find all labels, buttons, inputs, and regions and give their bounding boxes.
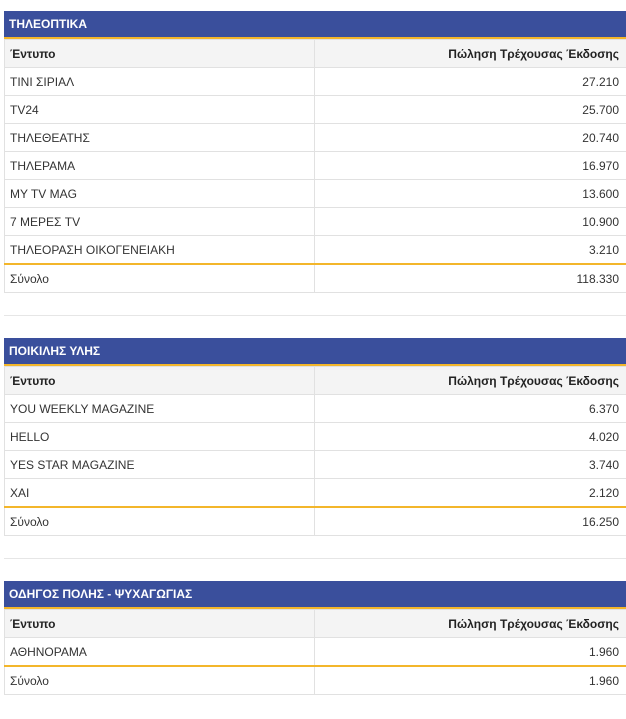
item-name: ΑΘΗΝΟΡΑΜΑ [5, 638, 315, 667]
table-row [5, 180, 626, 208]
sales-table [4, 609, 626, 695]
sales-table [4, 39, 626, 293]
total-label: Σύνολο [5, 666, 315, 695]
table-row [5, 236, 626, 265]
table-header-row [5, 610, 626, 638]
column-header-sales: Πώληση Τρέχουσας Έκδοσης [315, 40, 626, 68]
item-sales: 3.210 [315, 236, 626, 265]
section-divider [4, 558, 626, 559]
item-sales: 13.600 [315, 180, 626, 208]
item-name: ΤΗΛΕΟΡΑΣΗ ΟΙΚΟΓΕΝΕΙΑΚΗ [5, 236, 315, 265]
item-name: YES STAR MAGAZINE [5, 451, 315, 479]
item-name: ΤΗΛΕΘΕΑΤΗΣ [5, 124, 315, 152]
total-value: 1.960 [315, 666, 626, 695]
section-variety [4, 338, 626, 536]
table-row [5, 423, 626, 451]
table-row [5, 208, 626, 236]
item-name: YOU WEEKLY MAGAZINE [5, 395, 315, 423]
section-city-guide [4, 581, 626, 695]
column-header-sales: Πώληση Τρέχουσας Έκδοσης [315, 367, 626, 395]
item-name: ΧΑΙ [5, 479, 315, 508]
total-row [5, 666, 626, 695]
item-sales: 27.210 [315, 68, 626, 96]
table-row [5, 395, 626, 423]
item-name: 7 ΜΕΡΕΣ TV [5, 208, 315, 236]
table-header-row [5, 367, 626, 395]
item-sales: 3.740 [315, 451, 626, 479]
column-header-sales: Πώληση Τρέχουσας Έκδοσης [315, 610, 626, 638]
table-row [5, 638, 626, 667]
total-value: 16.250 [315, 507, 626, 536]
table-row [5, 479, 626, 508]
item-sales: 6.370 [315, 395, 626, 423]
item-sales: 2.120 [315, 479, 626, 508]
section-tv [4, 11, 626, 293]
total-label: Σύνολο [5, 507, 315, 536]
item-name: MY TV MAG [5, 180, 315, 208]
item-sales: 4.020 [315, 423, 626, 451]
section-title: ΤΗΛΕΟΠΤΙΚΑ [4, 11, 626, 39]
total-row [5, 507, 626, 536]
column-header-item: Έντυπο [5, 610, 315, 638]
table-row [5, 152, 626, 180]
table-row [5, 124, 626, 152]
total-row [5, 264, 626, 293]
table-row [5, 451, 626, 479]
item-sales: 10.900 [315, 208, 626, 236]
item-name: ΤΗΛΕΡΑΜΑ [5, 152, 315, 180]
column-header-item: Έντυπο [5, 367, 315, 395]
section-divider [4, 315, 626, 316]
table-row [5, 96, 626, 124]
section-title: ΟΔΗΓΟΣ ΠΟΛΗΣ - ΨΥΧΑΓΩΓΙΑΣ [4, 581, 626, 609]
section-title: ΠΟΙΚΙΛΗΣ ΥΛΗΣ [4, 338, 626, 366]
item-sales: 1.960 [315, 638, 626, 667]
column-header-item: Έντυπο [5, 40, 315, 68]
item-sales: 20.740 [315, 124, 626, 152]
total-label: Σύνολο [5, 264, 315, 293]
table-row [5, 68, 626, 96]
item-sales: 25.700 [315, 96, 626, 124]
sales-table [4, 366, 626, 536]
table-header-row [5, 40, 626, 68]
total-value: 118.330 [315, 264, 626, 293]
item-name: ΤΙΝΙ ΣΙΡΙΑΛ [5, 68, 315, 96]
item-name: HELLO [5, 423, 315, 451]
item-sales: 16.970 [315, 152, 626, 180]
item-name: TV24 [5, 96, 315, 124]
